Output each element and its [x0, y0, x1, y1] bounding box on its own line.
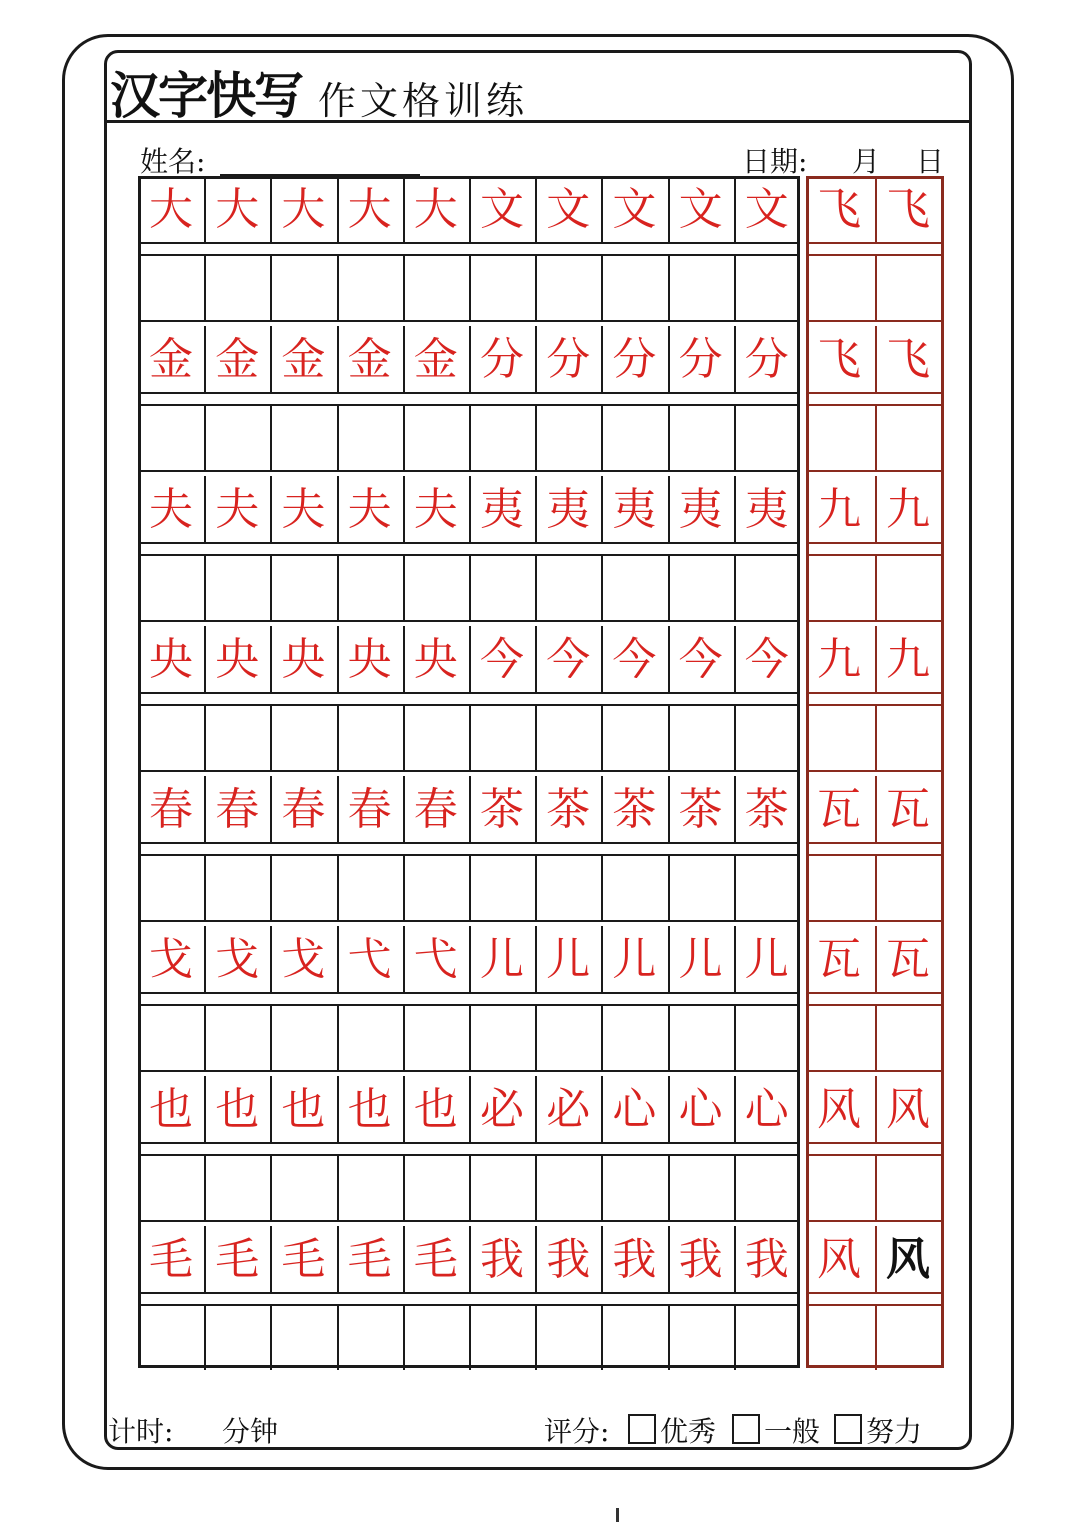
grid-rule: [138, 620, 800, 622]
grid-divider: [337, 254, 339, 320]
grid-divider: [204, 1004, 206, 1070]
practice-char: 毛: [149, 1234, 193, 1285]
practice-char: 戈: [149, 934, 193, 985]
practice-char: 文: [612, 184, 657, 235]
practice-char: 金: [215, 334, 260, 385]
grid-divider: [535, 854, 537, 920]
grid-divider: [270, 554, 272, 620]
grid-divider: [204, 404, 206, 470]
practice-char: 也: [215, 1084, 260, 1135]
day-label: 日: [916, 145, 945, 178]
practice-char: 飞: [817, 184, 861, 235]
grid-divider-side: [875, 1304, 877, 1370]
practice-char: 分: [546, 334, 591, 385]
practice-char: 春: [149, 784, 193, 835]
practice-char: 分: [480, 334, 524, 385]
rating-label: 评分:: [544, 1415, 610, 1448]
practice-char: 今: [744, 634, 789, 685]
grid-divider: [734, 1154, 736, 1220]
practice-char: 心: [744, 1084, 789, 1135]
practice-char: 夷: [678, 484, 723, 535]
grid-rule: [138, 770, 800, 772]
grid-divider: [668, 404, 670, 470]
practice-char: 九: [886, 484, 930, 535]
grid-divider: [601, 1004, 603, 1070]
practice-char: 瓦: [817, 784, 861, 835]
grid-divider: [270, 404, 272, 470]
practice-char: 大: [413, 184, 458, 235]
grid-divider: [337, 554, 339, 620]
grid-divider: [734, 254, 736, 320]
grid-divider: [403, 254, 405, 320]
grid-rule-side: [806, 920, 944, 922]
practice-char: 毛: [281, 1234, 326, 1285]
grid-divider: [403, 854, 405, 920]
practice-char: 儿: [744, 934, 789, 985]
practice-char: 瓦: [886, 934, 930, 985]
practice-char: 茶: [612, 784, 657, 835]
grid-divider-side: [875, 1154, 877, 1220]
rating-option-excellent: 优秀: [660, 1415, 717, 1448]
grid-divider: [668, 254, 670, 320]
grid-rule-side: [806, 620, 944, 622]
grid-divider: [734, 1304, 736, 1370]
rating-option-effort: 努力: [866, 1415, 923, 1448]
practice-char: 瓦: [817, 934, 861, 985]
grid-divider: [668, 1154, 670, 1220]
practice-char: 儿: [678, 934, 723, 985]
practice-char: 春: [215, 784, 260, 835]
grid-divider: [204, 854, 206, 920]
rating-option-average: 一般: [764, 1415, 821, 1448]
practice-char: 心: [612, 1084, 657, 1135]
grid-divider: [469, 1154, 471, 1220]
practice-char: 风: [817, 1234, 861, 1285]
title-main: 汉字快写: [110, 67, 302, 125]
grid-divider: [469, 854, 471, 920]
grid-divider: [601, 1304, 603, 1370]
grid-divider: [270, 254, 272, 320]
practice-char: 风: [886, 1234, 930, 1285]
practice-char: 飞: [817, 334, 861, 385]
practice-char: 茶: [744, 784, 789, 835]
grid-divider: [668, 704, 670, 770]
practice-char: 夷: [546, 484, 591, 535]
grid-divider: [668, 1004, 670, 1070]
practice-char: 茶: [546, 784, 591, 835]
practice-char: 文: [678, 184, 723, 235]
grid-divider: [337, 1154, 339, 1220]
practice-char: 金: [413, 334, 458, 385]
practice-char: 夷: [480, 484, 524, 535]
rating-checkbox-average[interactable]: [732, 1414, 760, 1444]
grid-rule-side: [806, 1070, 944, 1072]
grid-divider: [734, 854, 736, 920]
practice-char: 夫: [281, 484, 326, 535]
practice-char: 金: [149, 334, 193, 385]
grid-divider: [734, 404, 736, 470]
practice-char: 我: [480, 1234, 524, 1285]
practice-char: 九: [817, 484, 861, 535]
practice-char: 毛: [413, 1234, 458, 1285]
practice-char: 弋: [347, 934, 392, 985]
practice-char: 九: [886, 634, 930, 685]
grid-divider-side: [875, 404, 877, 470]
grid-divider: [535, 1004, 537, 1070]
grid-divider: [469, 254, 471, 320]
practice-char: 文: [546, 184, 591, 235]
grid-rule: [138, 1070, 800, 1072]
practice-char: 金: [347, 334, 392, 385]
practice-char: 分: [744, 334, 789, 385]
grid-divider-side: [875, 854, 877, 920]
practice-char: 春: [347, 784, 392, 835]
practice-char: 风: [817, 1084, 861, 1135]
practice-char: 夷: [612, 484, 657, 535]
practice-char: 我: [678, 1234, 723, 1285]
practice-char: 大: [149, 184, 193, 235]
grid-divider: [403, 1154, 405, 1220]
grid-divider: [601, 404, 603, 470]
grid-divider: [668, 1304, 670, 1370]
grid-divider: [337, 404, 339, 470]
practice-char: 必: [546, 1084, 591, 1135]
grid-divider: [337, 1004, 339, 1070]
grid-divider: [204, 1304, 206, 1370]
grid-divider: [403, 704, 405, 770]
practice-char: 戈: [281, 934, 326, 985]
practice-char: 金: [281, 334, 326, 385]
grid-divider: [601, 1154, 603, 1220]
practice-char: 今: [678, 634, 723, 685]
practice-char: 瓦: [886, 784, 930, 835]
grid-rule: [138, 320, 800, 322]
grid-rule-side: [806, 320, 944, 322]
practice-char: 央: [347, 634, 392, 685]
practice-char: 儿: [612, 934, 657, 985]
grid-divider: [668, 854, 670, 920]
grid-divider: [601, 254, 603, 320]
practice-char: 分: [612, 334, 657, 385]
grid-rule: [138, 1220, 800, 1222]
grid-divider: [734, 554, 736, 620]
grid-divider: [204, 704, 206, 770]
practice-char: 也: [347, 1084, 392, 1135]
grid-divider: [204, 554, 206, 620]
grid-rule: [138, 470, 800, 472]
practice-char: 大: [281, 184, 326, 235]
name-label: 姓名:: [140, 145, 206, 178]
grid-divider: [734, 704, 736, 770]
grid-divider: [403, 404, 405, 470]
practice-char: 我: [744, 1234, 789, 1285]
grid-rule-side: [806, 470, 944, 472]
practice-char: 也: [413, 1084, 458, 1135]
practice-char: 儿: [546, 934, 591, 985]
title-sub: 作文格训练: [318, 79, 529, 123]
date-label: 日期:: [742, 145, 808, 178]
grid-divider: [337, 854, 339, 920]
grid-divider: [337, 1304, 339, 1370]
grid-divider: [469, 1304, 471, 1370]
grid-divider-side: [875, 1004, 877, 1070]
rating-checkbox-excellent[interactable]: [628, 1414, 656, 1444]
grid-divider: [535, 704, 537, 770]
practice-char: 央: [413, 634, 458, 685]
practice-char: 央: [281, 634, 326, 685]
practice-char: 春: [413, 784, 458, 835]
stray-mark: [616, 1508, 619, 1522]
grid-divider: [668, 554, 670, 620]
practice-char: 春: [281, 784, 326, 835]
grid-divider: [734, 1004, 736, 1070]
practice-char: 夫: [149, 484, 193, 535]
practice-char: 毛: [347, 1234, 392, 1285]
practice-char: 夫: [413, 484, 458, 535]
grid-rule-side: [806, 770, 944, 772]
grid-divider: [403, 554, 405, 620]
practice-char: 茶: [678, 784, 723, 835]
timer-unit: 分钟: [222, 1415, 279, 1448]
grid-divider: [270, 1004, 272, 1070]
practice-char: 也: [281, 1084, 326, 1135]
practice-char: 大: [215, 184, 260, 235]
practice-char: 风: [886, 1084, 930, 1135]
practice-char: 戈: [215, 934, 260, 985]
practice-char: 今: [546, 634, 591, 685]
grid-divider-side: [875, 254, 877, 320]
grid-divider: [601, 704, 603, 770]
grid-divider: [601, 554, 603, 620]
grid-divider: [270, 704, 272, 770]
practice-char: 飞: [886, 334, 930, 385]
grid-rule: [138, 920, 800, 922]
practice-char: 今: [612, 634, 657, 685]
practice-char: 夷: [744, 484, 789, 535]
practice-char: 心: [678, 1084, 723, 1135]
grid-divider: [204, 254, 206, 320]
grid-divider: [535, 1304, 537, 1370]
grid-divider: [270, 1154, 272, 1220]
grid-divider: [469, 1004, 471, 1070]
grid-divider: [270, 854, 272, 920]
rating-checkbox-effort[interactable]: [834, 1414, 862, 1444]
grid-divider: [204, 1154, 206, 1220]
grid-divider-side: [875, 704, 877, 770]
grid-divider: [535, 254, 537, 320]
grid-divider: [535, 1154, 537, 1220]
practice-char: 今: [480, 634, 524, 685]
practice-char: 央: [215, 634, 260, 685]
practice-char: 茶: [480, 784, 524, 835]
practice-char: 必: [480, 1084, 524, 1135]
grid-divider: [403, 1304, 405, 1370]
month-label: 月: [852, 145, 881, 178]
practice-char: 夫: [347, 484, 392, 535]
practice-char: 毛: [215, 1234, 260, 1285]
grid-divider: [601, 854, 603, 920]
grid-divider: [535, 404, 537, 470]
grid-divider: [469, 554, 471, 620]
grid-divider: [403, 1004, 405, 1070]
practice-char: 也: [149, 1084, 193, 1135]
practice-char: 弋: [413, 934, 458, 985]
practice-char: 儿: [480, 934, 524, 985]
grid-divider: [469, 704, 471, 770]
grid-divider: [535, 554, 537, 620]
practice-char: 文: [480, 184, 524, 235]
practice-char: 央: [149, 634, 193, 685]
grid-rule-side: [806, 1220, 944, 1222]
practice-char: 我: [546, 1234, 591, 1285]
practice-char: 文: [744, 184, 789, 235]
practice-char: 分: [678, 334, 723, 385]
practice-char: 夫: [215, 484, 260, 535]
grid-divider: [270, 1304, 272, 1370]
practice-char: 飞: [886, 184, 930, 235]
grid-divider: [337, 704, 339, 770]
grid-divider: [469, 404, 471, 470]
practice-char: 我: [612, 1234, 657, 1285]
practice-char: 大: [347, 184, 392, 235]
grid-divider-side: [875, 554, 877, 620]
timer-label: 计时:: [108, 1415, 174, 1448]
practice-char: 九: [817, 634, 861, 685]
